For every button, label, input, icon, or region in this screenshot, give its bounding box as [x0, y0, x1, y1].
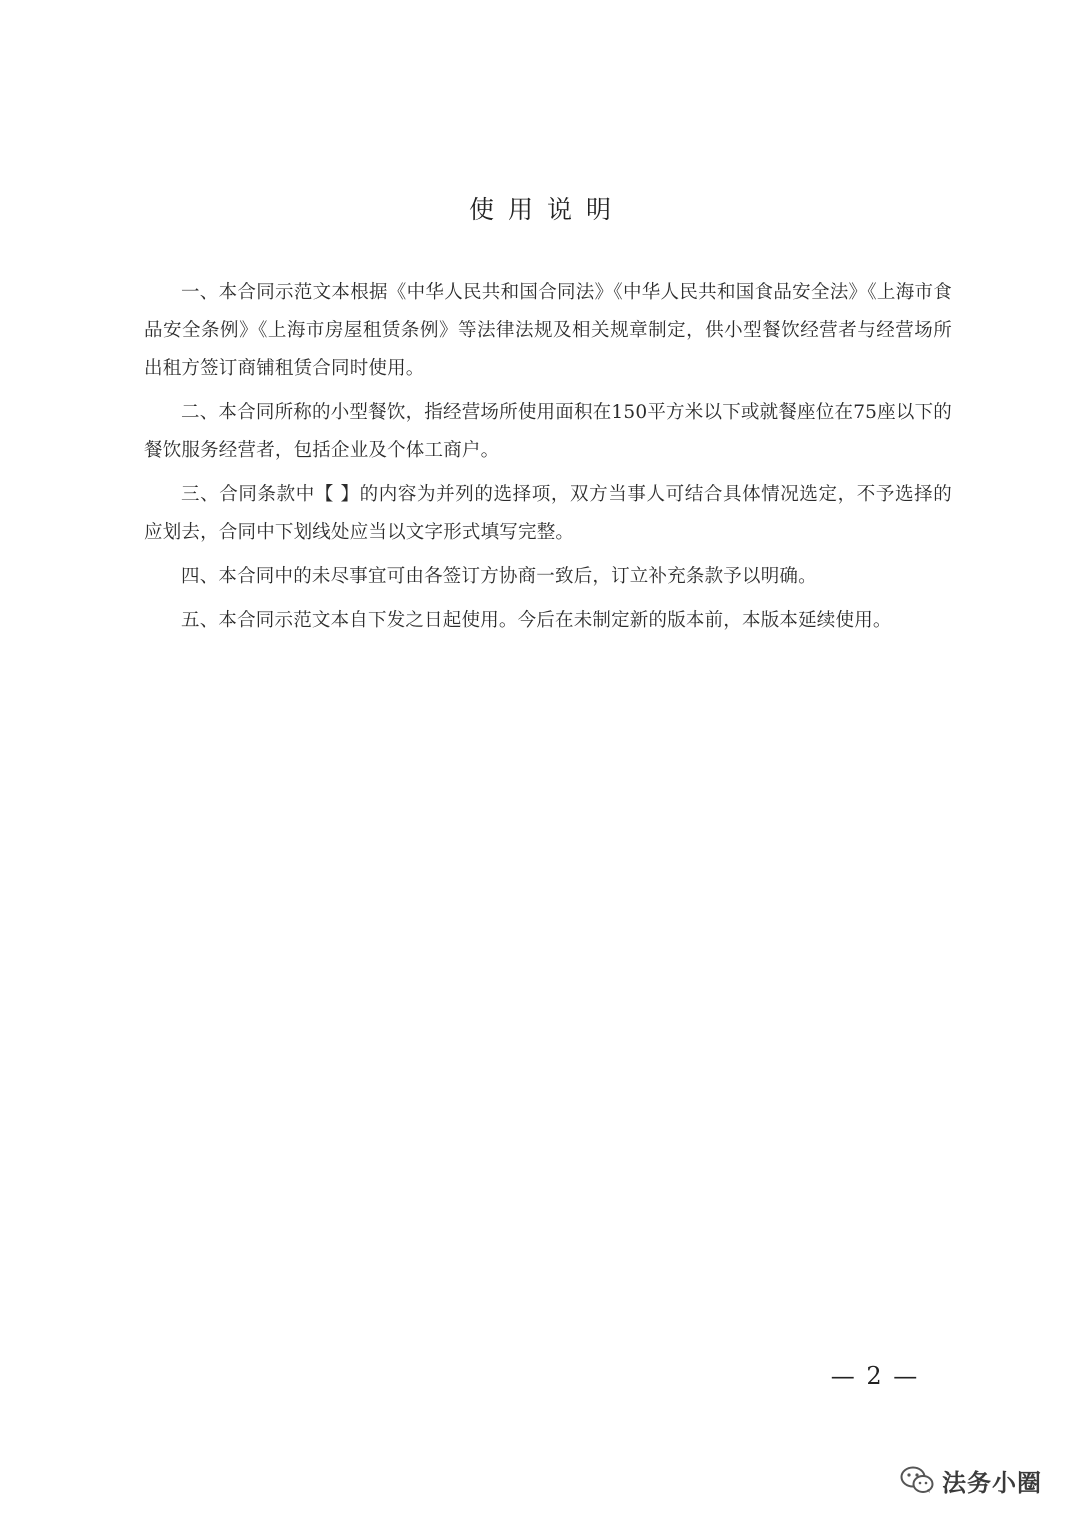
document-body [144, 274, 952, 646]
paragraph-4: 四、本合同中的未尽事宜可由各签订方协商一致后，订立补充条款予以明确。 [181, 566, 817, 587]
watermark-text: 法务小圈 [942, 1468, 1042, 1497]
watermark [900, 1462, 1042, 1498]
wechat-icon [900, 1466, 934, 1494]
paragraph-5: 五、本合同示范文本自下发之日起使用。今后在未制定新的版本前，本版本延续使用。 [181, 610, 892, 631]
page-title: 使用说明 [468, 195, 625, 224]
paragraph-1: 一、本合同示范文本根据《中华人民共和国合同法》《中华人民共和国食品安全法》《上海市食品安全条例》《上海市房屋租赁条例》等法律法规及相关规章制定，供小型餐饮经营者与经营场所出租方签订商铺租赁合同时使用。 [144, 282, 952, 379]
page-number: — 2 — [830, 1362, 920, 1390]
paragraph-2: 二、本合同所称的小型餐饮，指经营场所使用面积在150平方米以下或就餐座位在75座以下的餐饮服务经营者，包括企业及个体工商户。 [144, 402, 952, 461]
paragraph-3: 三、合同条款中【 】的内容为并列的选择项，双方当事人可结合具体情况选定，不予选择的应划去，合同中下划线处应当以文字形式填写完整。 [144, 484, 952, 543]
